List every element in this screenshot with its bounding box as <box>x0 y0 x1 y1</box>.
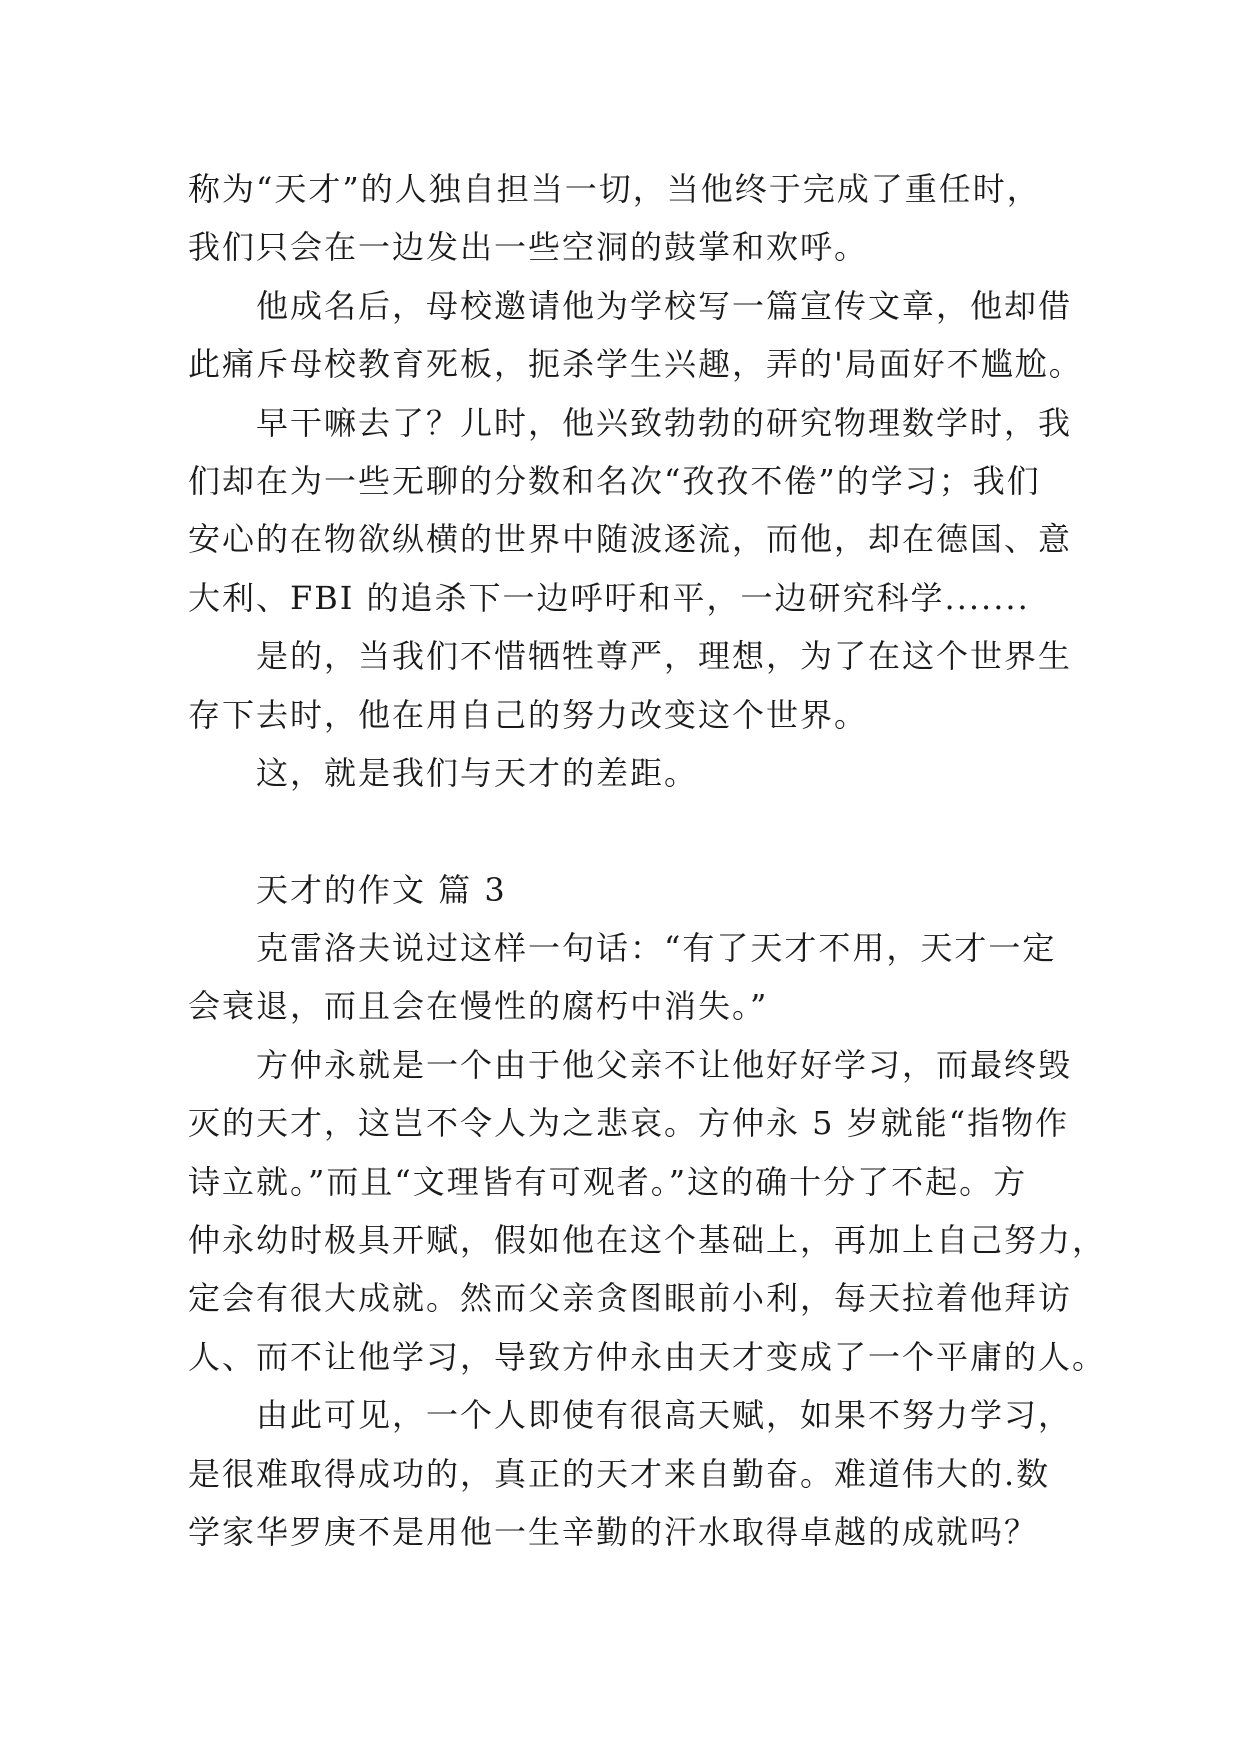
text-line: 灭的天才，这岂不令人为之悲哀。方仲永 5 岁就能“指物作 <box>188 1104 1070 1143</box>
text-line: 是很难取得成功的，真正的天才来自勤奋。难道伟大的.数 <box>188 1454 1051 1493</box>
text-line: 此痛斥母校教育死板，扼杀学生兴趣，弄的'局面好不尴尬。 <box>188 345 1083 384</box>
text-line: 们却在为一些无聊的分数和名次“孜孜不倦”的学习；我们 <box>188 461 1041 500</box>
essay-text <box>188 160 1107 1561</box>
text-line: 克雷洛夫说过这样一句话：“有了天才不用，天才一定 <box>256 929 1057 968</box>
text-line: 存下去时，他在用自己的努力改变这个世界。 <box>188 695 869 734</box>
text-line: 他成名后，母校邀请他为学校写一篇宣传文章，他却借 <box>256 286 1073 325</box>
text-line: 仲永幼时极具开赋，假如他在这个基础上，再加上自己努力， <box>188 1221 1107 1260</box>
text-line: 方仲永就是一个由于他父亲不让他好好学习，而最终毁 <box>256 1045 1073 1084</box>
text-line: 安心的在物欲纵横的世界中随波逐流，而他，却在德国、意 <box>188 520 1073 559</box>
text-line: 由此可见，一个人即使有很高天赋，如果不努力学习， <box>256 1396 1073 1435</box>
text-line: 大利、FBI 的追杀下一边呼吁和平，一边研究科学....... <box>188 578 1030 617</box>
text-line: 称为“天才”的人独自担当一切，当他终于完成了重任时， <box>188 170 1041 208</box>
text-line: 定会有很大成就。然而父亲贪图眼前小利，每天拉着他拜访 <box>188 1279 1073 1318</box>
section-heading: 天才的作文 篇 3 <box>256 870 507 909</box>
text-line: 诗立就。”而且“文理皆有可观者。”这的确十分了不起。方 <box>188 1162 1028 1201</box>
text-line: 这，就是我们与天才的差距。 <box>256 753 699 792</box>
text-line: 学家华罗庚不是用他一生辛勤的汗水取得卓越的成就吗？ <box>188 1512 1039 1551</box>
text-line: 早干嘛去了？儿时，他兴致勃勃的研究物理数学时，我 <box>256 403 1073 442</box>
blank-line <box>188 802 1068 860</box>
text-line: 我们只会在一边发出一些空洞的鼓掌和欢呼。 <box>188 228 869 267</box>
text-line: 人、而不让他学习，导致方仲永由天才变成了一个平庸的人。 <box>188 1337 1107 1376</box>
text-line: 会衰退，而且会在慢性的腐朽中消失。” <box>188 987 769 1026</box>
text-line: 是的，当我们不惜牺牲尊严，理想，为了在这个世界生 <box>256 637 1073 676</box>
